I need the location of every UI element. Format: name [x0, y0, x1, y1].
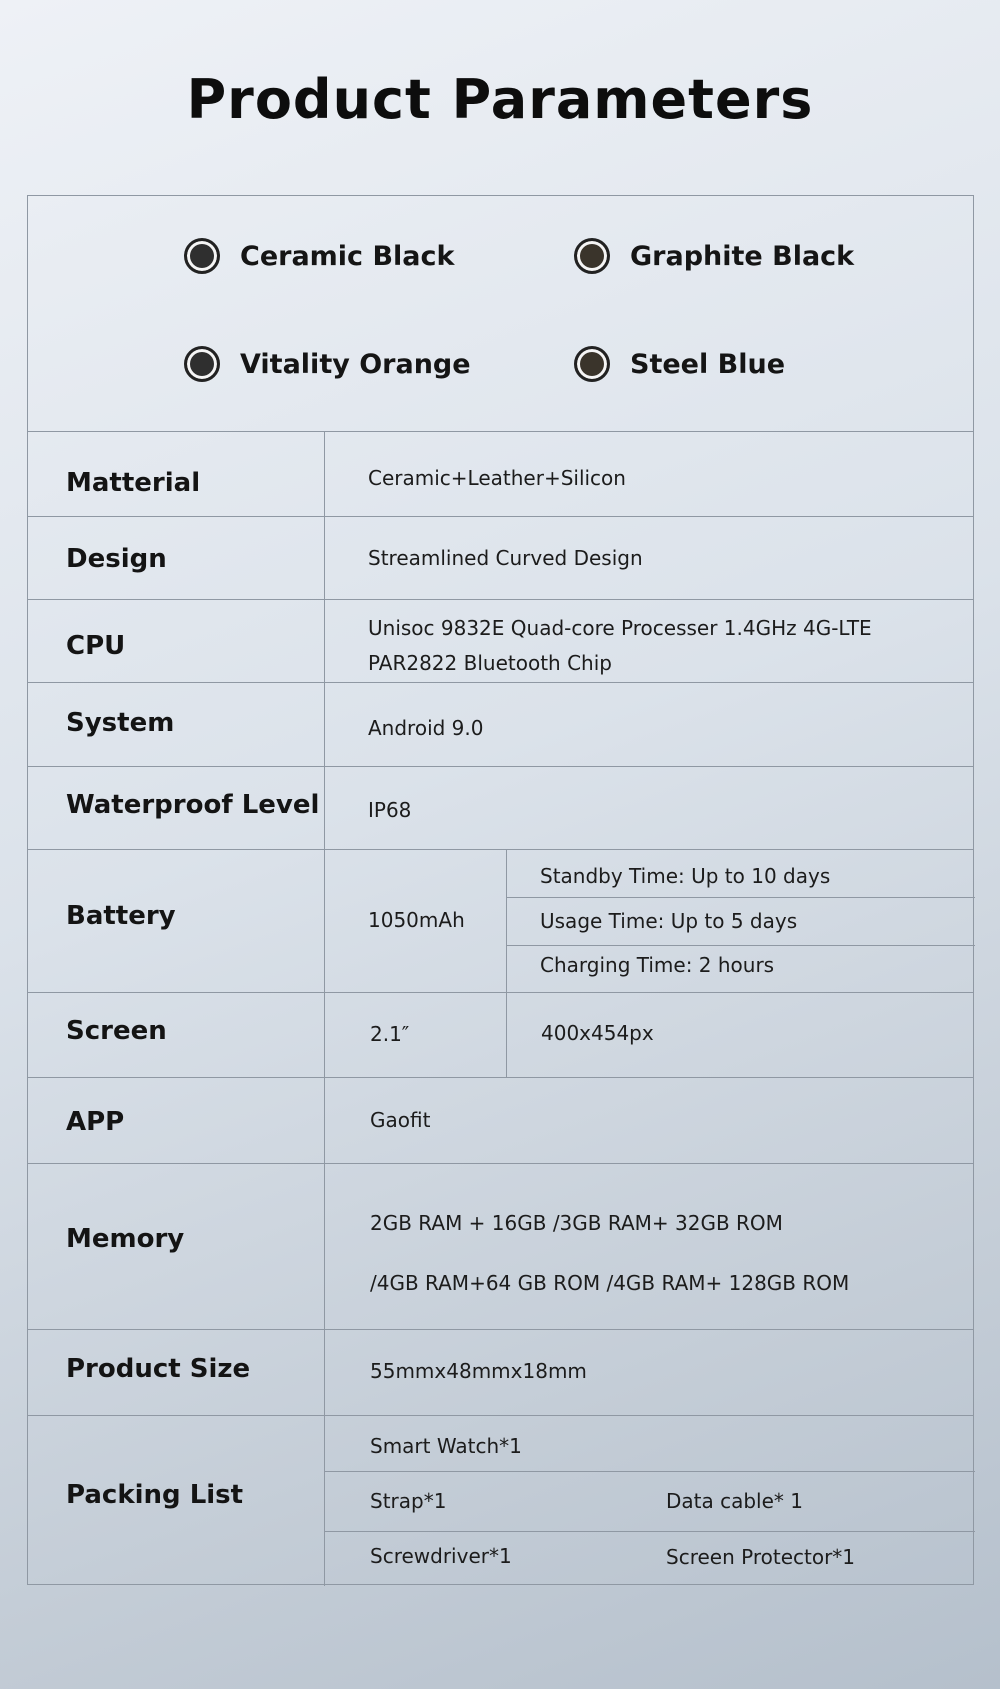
- row-divider: [324, 1471, 975, 1472]
- color-swatch: [184, 346, 220, 382]
- spec-value-material: Ceramic+Leather+Silicon: [368, 466, 626, 490]
- color-label: Graphite Black: [630, 240, 855, 272]
- row-divider: [506, 945, 975, 946]
- row-divider: [28, 1329, 973, 1330]
- spec-label-memory: Memory: [66, 1224, 185, 1254]
- spec-value-screen-size: 2.1″: [370, 1022, 410, 1046]
- color-options: [28, 196, 973, 432]
- row-divider: [28, 1077, 973, 1078]
- spec-label-material: Matterial: [66, 468, 201, 498]
- color-label: Vitality Orange: [240, 348, 471, 380]
- color-option-vitality-orange: [184, 346, 471, 382]
- spec-label-app: APP: [66, 1107, 125, 1137]
- spec-value-waterproof: IP68: [368, 798, 412, 822]
- page-title: Product Parameters: [186, 68, 814, 131]
- spec-value-battery-usage: Usage Time: Up to 5 days: [540, 909, 798, 933]
- color-swatch: [574, 346, 610, 382]
- row-divider: [506, 897, 975, 898]
- packing-item: Smart Watch*1: [370, 1434, 522, 1458]
- column-divider: [506, 849, 507, 1077]
- spec-value-battery-standby: Standby Time: Up to 10 days: [540, 864, 831, 888]
- spec-table: [27, 195, 974, 1585]
- spec-value-screen-resolution: 400x454px: [541, 1021, 654, 1045]
- spec-label-screen: Screen: [66, 1016, 167, 1046]
- color-label: Steel Blue: [630, 348, 785, 380]
- spec-value-app: Gaofit: [370, 1108, 431, 1132]
- spec-label-system: System: [66, 708, 175, 738]
- row-divider: [324, 1531, 975, 1532]
- packing-item: Screwdriver*1: [370, 1544, 512, 1568]
- spec-label-design: Design: [66, 544, 167, 574]
- spec-label-battery: Battery: [66, 901, 176, 931]
- color-option-graphite-black: [574, 238, 854, 274]
- color-option-steel-blue: [574, 346, 785, 382]
- spec-value-design: Streamlined Curved Design: [368, 546, 643, 570]
- row-divider: [28, 766, 973, 767]
- spec-value-cpu-line2: PAR2822 Bluetooth Chip: [368, 651, 612, 675]
- spec-value-size: 55mmx48mmx18mm: [370, 1359, 587, 1383]
- color-option-ceramic-black: [184, 238, 454, 274]
- spec-value-battery-charging: Charging Time: 2 hours: [540, 953, 775, 977]
- spec-value-system: Android 9.0: [368, 716, 484, 740]
- spec-label-packing: Packing List: [66, 1480, 244, 1510]
- column-divider: [324, 431, 325, 1586]
- color-swatch: [574, 238, 610, 274]
- row-divider: [28, 1415, 973, 1416]
- spec-value-memory-line1: 2GB RAM + 16GB /3GB RAM+ 32GB ROM: [370, 1211, 783, 1235]
- spec-value-cpu-line1: Unisoc 9832E Quad-core Processer 1.4GHz 4G-LTE: [368, 616, 872, 640]
- packing-item: Screen Protector*1: [666, 1545, 856, 1569]
- row-divider: [28, 516, 973, 517]
- packing-item: Data cable* 1: [666, 1489, 804, 1513]
- spec-label-size: Product Size: [66, 1354, 251, 1384]
- row-divider: [28, 849, 973, 850]
- row-divider: [28, 682, 973, 683]
- color-label: Ceramic Black: [240, 240, 455, 272]
- color-swatch: [184, 238, 220, 274]
- spec-label-waterproof: Waterproof Level: [66, 790, 320, 820]
- spec-value-battery-capacity: 1050mAh: [368, 908, 465, 932]
- spec-value-memory-line2: /4GB RAM+64 GB ROM /4GB RAM+ 128GB ROM: [370, 1271, 850, 1295]
- row-divider: [28, 599, 973, 600]
- spec-label-cpu: CPU: [66, 631, 126, 661]
- row-divider: [28, 1163, 973, 1164]
- row-divider: [28, 992, 973, 993]
- packing-item: Strap*1: [370, 1489, 447, 1513]
